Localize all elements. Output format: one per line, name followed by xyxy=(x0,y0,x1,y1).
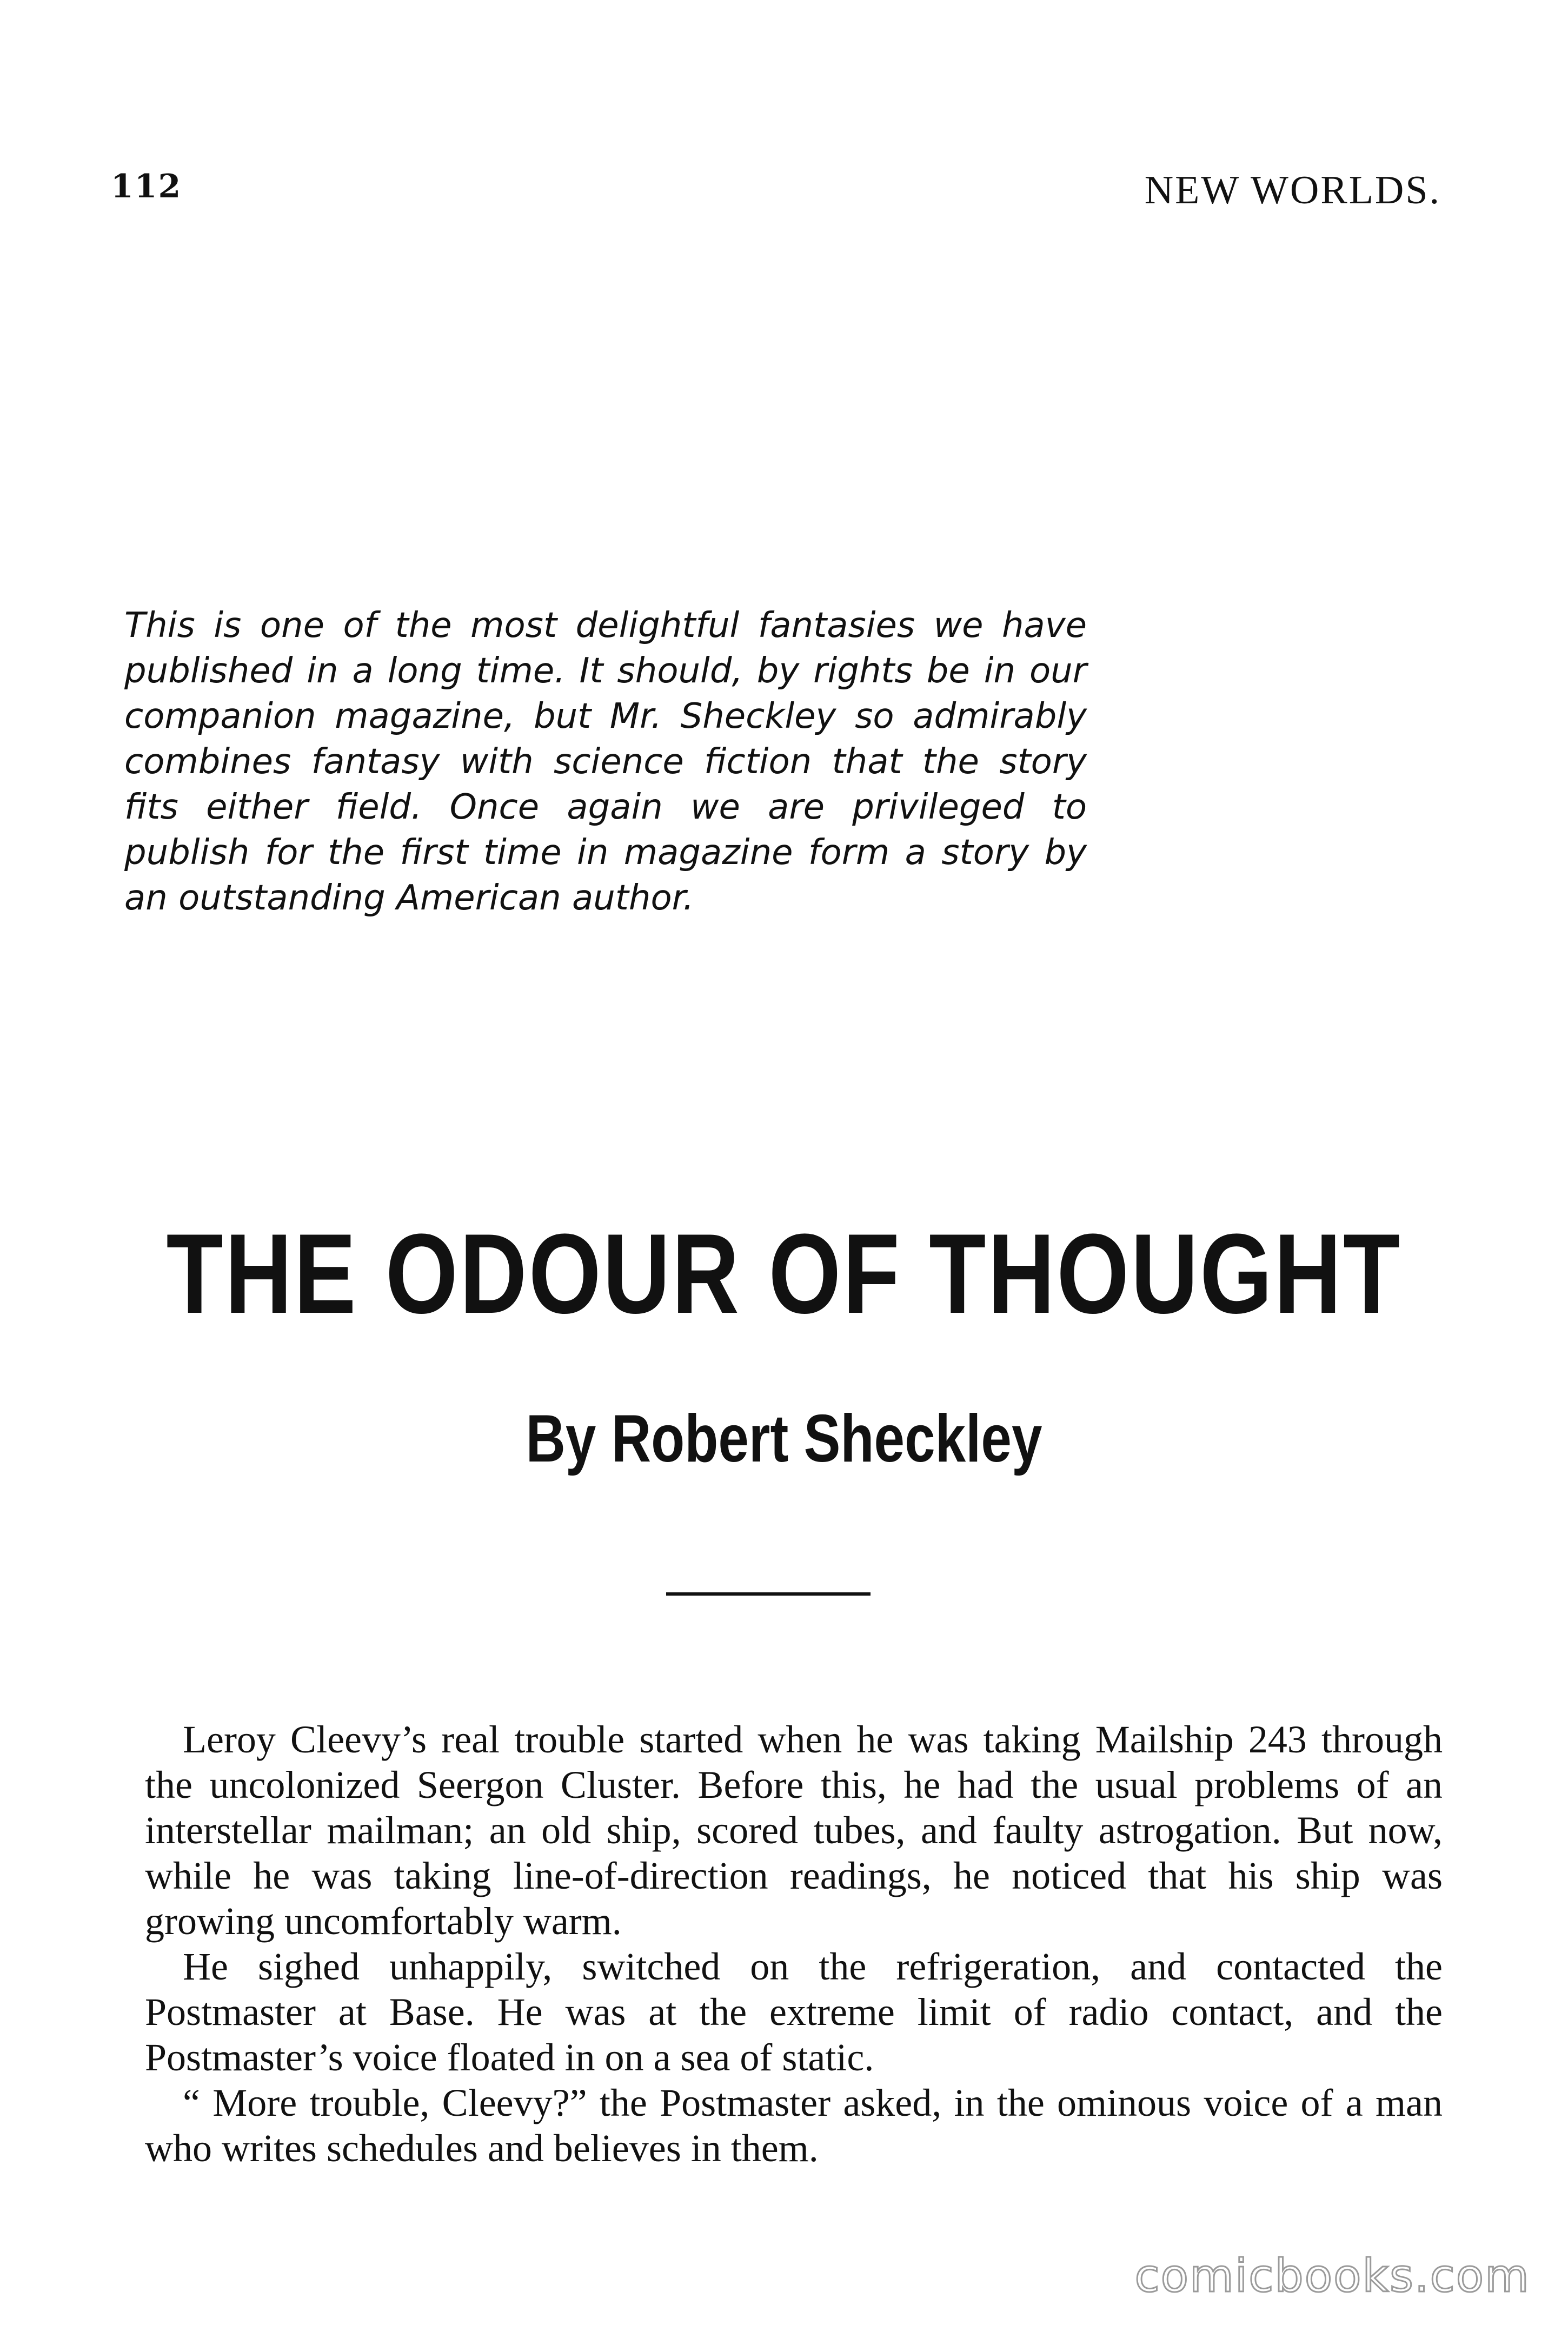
magazine-name: NEW WORLDS. xyxy=(1144,168,1441,212)
story-byline: By Robert Sheckley xyxy=(526,1401,1042,1476)
body-paragraph: Leroy Cleevy’s real trouble started when he was taking Mailship 243 through the uncolonized Seergon Cluster. Before this, he had the usual problems of an interstellar mailman; an old ship, scored tubes, and faulty astrogation. But now, while he was taking line-of-direction readings, he noticed that his ship was growing uncomfortably warm. xyxy=(145,1718,1443,1943)
body-paragraph: “ More trouble, Cleevy?” the Postmaster asked, in the ominous voice of a man who writes schedules and believes in them. xyxy=(145,2081,1443,2170)
story-body xyxy=(145,1717,1443,2171)
body-paragraph: He sighed unhappily, switched on the refrigeration, and contacted the Postmaster at Base. He was at the extreme limit of radio contact, and the Postmaster’s voice floated in on a sea of static. xyxy=(145,1945,1443,2079)
title-divider xyxy=(666,1592,871,1596)
watermark-logo: comicbooks.com xyxy=(1134,2249,1530,2302)
page-number: 112 xyxy=(111,168,182,205)
story-title: THE ODOUR OF THOUGHT xyxy=(166,1210,1402,1337)
editorial-introduction: This is one of the most delightful fantasies we have published in a long time. It should, by rights be in our companion magazine, but Mr. Sheckley so admirably combines fantasy with science fiction that the story fits either field. Once again we are privileged to publish for the first time in magazine form a story by an outstanding American author. xyxy=(124,606,1087,918)
running-head xyxy=(111,168,1441,216)
